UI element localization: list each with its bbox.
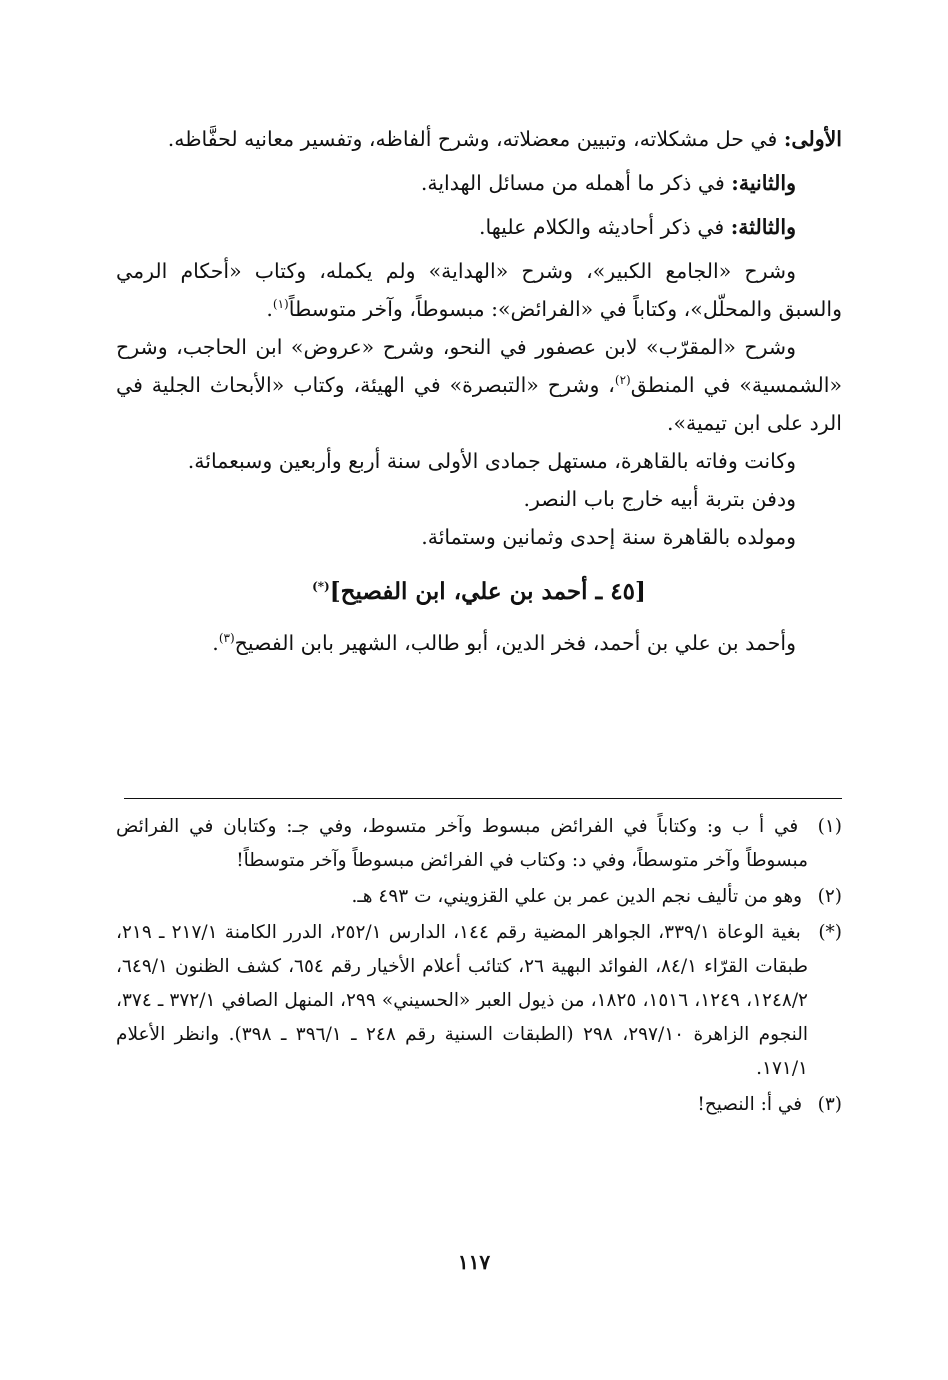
footnote-2 <box>116 880 842 914</box>
paragraph-text: وشرح «المقرّب» لابن عصفور في النحو، وشرح «عروض» ابن الحاجب، وشرح «الشمسية» في المنطق <box>116 335 842 397</box>
paragraph-commentaries <box>116 328 842 442</box>
footnote-mark: (١) <box>817 816 842 837</box>
entry-paragraph <box>116 624 842 662</box>
paragraph-end: . <box>266 297 273 321</box>
paragraph-end: ، وشرح «التبصرة» في الهيئة، وكتاب «الأبحاث الجلية في الرد على ابن تيمية». <box>116 373 842 435</box>
item-text: في ذكر أحاديثه والكلام عليها. <box>478 215 731 239</box>
footnote-text: وهو من تأليف نجم الدين عمر بن علي القزويني، ت ٤٩٣ هـ. <box>351 886 803 907</box>
entry-end: . <box>212 631 219 655</box>
footnote-text: بغية الوعاة ٣٣٩/١، الجواهر المضية رقم ١٤٤، الدارس ٢٥٢/١، الدرر الكامنة ٢١٧/١ ـ ٢١٩، طبقات القرّاء ٨٤/١، الفوائد البهية ٢٦، كتائب أعلام الأخيار رقم ٦٥٤، كشف الظنون ٦٤٩/١، ١٢٤٨/٢، ١٢٤٩، ١٥١٦، ١٨٢٥، من ذيول العبر «الحسيني» ٢٩٩، المنهل الصافي ٣٧٢/١ ـ ٣٧٤، النجوم الزاهرة ٢٩٧/١٠، ٢٩٨ (الطبقات السنية رقم ٢٤٨ ـ ٣٩٦/١ ـ ٣٩٨). وانظر الأعلام ١٧١/١. <box>116 922 808 1079</box>
footnote-3 <box>116 1088 842 1122</box>
paragraph-birth: ومولده بالقاهرة سنة إحدى وثمانين وستمائة. <box>421 525 796 549</box>
item-label: الأولى: <box>783 127 842 151</box>
footnote-mark: (*) <box>818 922 842 943</box>
entry-text: وأحمد بن علي بن أحمد، فخر الدين، أبو طالب، الشهير بابن الفصيح <box>234 631 796 655</box>
page-number: ١١٧ <box>457 1250 491 1274</box>
main-text <box>116 120 842 662</box>
footnote-ref: (١) <box>272 297 289 312</box>
paragraph-works <box>116 252 842 328</box>
footnote-ref: (٢) <box>614 373 631 388</box>
footnote-star <box>116 916 842 1086</box>
paragraph-death: وكانت وفاته بالقاهرة، مستهل جمادى الأولى سنة أربع وأربعين وسبعمائة. <box>187 449 796 473</box>
item-label: والثانية: <box>731 171 796 195</box>
paragraph-burial: ودفن بتربة أبيه خارج باب النصر. <box>523 487 796 511</box>
heading-text: [٤٥ ـ أحمد بن علي، ابن الفصيح] <box>329 578 646 605</box>
footnote-mark: (٣) <box>817 1094 842 1115</box>
entry-heading <box>116 572 842 612</box>
item-text: في ذكر ما أهمله من مسائل الهداية. <box>420 171 732 195</box>
footnote-separator <box>124 798 842 799</box>
footnote-1 <box>116 810 842 878</box>
item-third <box>116 208 842 246</box>
footnote-text: في أ ب و: وكتاباً في الفرائض مبسوط وآخر متسوط، وفي جـ: وكتابان في الفرائض مبسوطاً وآخر متوسطاً، وفي د: وكتاب في الفرائض مبسوطاً وآخر متوسطاً! <box>116 816 808 871</box>
item-second <box>116 164 842 202</box>
footnote-ref: (*) <box>312 579 330 594</box>
item-first <box>116 120 842 158</box>
footnote-ref: (٣) <box>218 631 235 646</box>
footnote-mark: (٢) <box>817 886 842 907</box>
paragraph-text: وشرح «الجامع الكبير»، وشرح «الهداية» ولم يكمله، وكتاب «أحكام الرمي والسبق والمحلّل»، وكتاباً في «الفرائض»: مبسوطاً، وآخر متوسطاً <box>116 259 842 321</box>
item-text: في حل مشكلاته، وتبيين معضلاته، وشرح ألفاظه، وتفسير معانيه لحفَّاظه. <box>167 127 784 151</box>
footnotes <box>116 810 842 1124</box>
item-label: والثالثة: <box>730 215 796 239</box>
footnote-text: في أ: النصيح! <box>697 1094 803 1115</box>
